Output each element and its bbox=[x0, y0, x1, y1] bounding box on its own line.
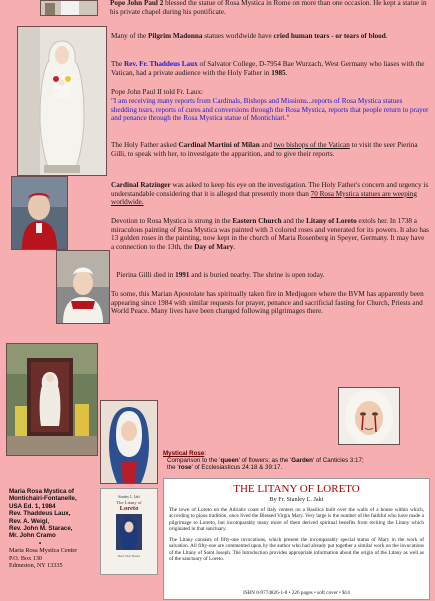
mystical-rose-line1 bbox=[163, 457, 428, 464]
two-bishops-link[interactable]: two bishops of the Vatican bbox=[273, 141, 350, 149]
day-of-mary: Day of Mary bbox=[194, 242, 234, 251]
top-left-image bbox=[40, 0, 98, 16]
para-devotion-end: . bbox=[233, 242, 236, 251]
pope-photo-fragment bbox=[41, 1, 97, 15]
para-pilgrim-end: . bbox=[385, 32, 388, 40]
litany-para1: The town of Loreto on the Adriatic coast of Italy centers on a Basilica built over the walls of a house within which, according to pious tradition, once lived the Blessed Virgin Mary. Very large is the number of the faithful who have made a pilgrimage to Loretto, but incomparably many more of them derived spiritual benefits from reciting the Litany which originated in that sanctuary. bbox=[169, 507, 424, 532]
para-laux-end: . bbox=[285, 68, 288, 77]
pilgrim-madonna: Pilgrim Madonna bbox=[147, 32, 203, 40]
litany-book-box bbox=[163, 478, 430, 600]
para-ratzinger-mid: was asked to keep his eye on the investigation. The Holy Father's concern and urgency is understandable considering that it is alleged that presently more than bbox=[111, 181, 429, 198]
para-top bbox=[110, 0, 428, 16]
para-pilgrim-pre: Many of the bbox=[111, 32, 148, 40]
para-quote bbox=[111, 97, 429, 123]
pope-told-text: Pope John Paul II told Fr. Laux: bbox=[111, 88, 204, 96]
rose-rose: rose bbox=[178, 464, 192, 472]
para-devotion bbox=[111, 217, 429, 251]
eastern-church: Eastern Church bbox=[232, 217, 282, 225]
mystical-rose-colon: : bbox=[204, 450, 207, 457]
credit-line: Mr. John Cramo bbox=[9, 532, 56, 540]
para-pilgrim bbox=[111, 32, 429, 41]
credit-line: Rev. John M. Starace, bbox=[9, 525, 73, 533]
para-devotion-mid2: extols her. In 1738 a miraculous painting of Rosa Mystica was painted with 3 colored roses and venerated for its powers. It also has 13 golden roses in the painting, now kept in the church of Maria Rosenberg in Speyer, Germany. It may have a connection to the 13th, the bbox=[111, 217, 429, 251]
address-block bbox=[9, 547, 101, 569]
para-pierina-end: and is buried nearby. The shrine is open today. bbox=[189, 271, 325, 279]
book-cover-author: Stanley L. Jaki bbox=[118, 495, 140, 499]
mystical-rose-term-line bbox=[163, 450, 428, 457]
rose-line1-end: ' of Canticles 3:17; bbox=[312, 457, 364, 465]
para-laux bbox=[111, 60, 429, 77]
year-1985: 1985 bbox=[271, 68, 286, 77]
grave-shrine-photo bbox=[6, 343, 98, 456]
mystical-rose-caption bbox=[163, 450, 428, 472]
para-devotion-mid: and the bbox=[281, 217, 307, 225]
mystical-rose-link[interactable]: Mystical Rose bbox=[163, 450, 205, 457]
cardinal-ratzinger: Cardinal Ratzinger bbox=[111, 181, 171, 189]
credit-line: Montichairi-Fontanelle, bbox=[9, 495, 77, 503]
weeping-statue-face-photo bbox=[338, 387, 400, 445]
book-cover-title-line2: Loreto bbox=[119, 505, 139, 513]
pope-portrait-photo bbox=[56, 250, 110, 324]
para-pierina-pre: Pierina Gilli died in bbox=[111, 271, 176, 279]
bullet-separator: • bbox=[39, 539, 42, 547]
apostolate-text: To some, this Marian Apostolate has spiritually taken fire in Medjugore where the BVM has apparently been appearing since 1984 with similar requests for prayer, penance and sacrificial fasting for Church, Priests and World Peace. Many lives have been changed following pilgrimages there. bbox=[111, 290, 424, 316]
para-apostolate bbox=[111, 290, 429, 316]
rose-line2-pre: the ' bbox=[167, 464, 179, 472]
statues-weeping-link[interactable]: 70 Rosa Mystica statues are weeping worldwide. bbox=[111, 189, 417, 207]
mystical-rose-line2 bbox=[163, 464, 428, 471]
book-cover[interactable] bbox=[100, 488, 158, 575]
credit-line: USA Ed. 1, 1984 bbox=[9, 502, 56, 510]
year-1991: 1991 bbox=[175, 271, 190, 279]
rosa-mystica-statue-photo bbox=[17, 26, 107, 176]
cardinal-martini: Cardinal Martini of Milan bbox=[178, 141, 260, 149]
para-pilgrim-mid: statues worldwide have bbox=[202, 32, 274, 40]
credit-line: Rev. A. Weigl, bbox=[9, 517, 50, 525]
litany-title: THE LITANY OF LORETO bbox=[233, 483, 360, 495]
rose-garden: Garden bbox=[291, 457, 313, 465]
credit-line: Rev. Thaddeus Laux, bbox=[9, 510, 71, 518]
litany-para2: The Litany consists of fifty-one invocations, which present the incomparably special status of Mary in the work of salvation. All fifty-one are commented upon by the author who had already put together a similar work on the invocations of the Litany of Saint Joseph. The Introduction provides appropriate information about the origin of the Litany as well as of the sanctuary of Loreto. bbox=[169, 537, 424, 563]
address-line: P.O. Box 130 bbox=[9, 554, 43, 562]
book-cover-madonna-image bbox=[116, 514, 142, 550]
rose-line2-end: ' of Ecclesiasticus 24:18 & 39:17. bbox=[191, 464, 283, 472]
book-cover-title-line1: The Litany of bbox=[116, 500, 142, 505]
cardinal-ratzinger-photo bbox=[11, 176, 68, 250]
address-line: Maria Rosa Mystica Center bbox=[9, 547, 78, 555]
rose-line1-mid: ' of flowers; as the ' bbox=[238, 457, 292, 465]
litany-of-loreto: Litany of Loreto bbox=[306, 217, 357, 225]
para-laux-pre: The bbox=[111, 60, 124, 68]
rose-queen: queen bbox=[220, 457, 239, 465]
para-pope-told bbox=[111, 88, 429, 97]
pope-john-paul-name: Pope John Paul 2 bbox=[110, 0, 164, 7]
credit-line: Maria Rosa Mystica of bbox=[9, 488, 74, 495]
para-pierina bbox=[111, 271, 429, 280]
address-line: Edmeston, NY 13335 bbox=[9, 562, 63, 570]
para-martini-pre: The Holy Father asked bbox=[111, 141, 179, 149]
para-top-text: blessed the statue of Rosa Mystica in Rome on more than one occasion. He kept a statue in his private chapel during his pontificate. bbox=[110, 0, 427, 16]
litany-byline: By Fr. Stanley L. Jaki bbox=[269, 496, 324, 503]
para-laux-mid: of Salvator College, D-7954 Bae Wurzach, West Germany who liases with the Vatican, had a private audience with the Holy Father in bbox=[111, 60, 425, 77]
para-ratzinger bbox=[111, 181, 429, 207]
quote-text: "I am receiving many reports from Cardinals, Bishops and Missions...reports of Rosa Mystica statues shedding tears, reports of cures and conversions through the Rosa Mystica, reports that people return to prayer and penance through the Rosa Mystica statue of Montichiari." bbox=[111, 97, 429, 123]
rose-line1-pre: Comparison to the ' bbox=[167, 457, 221, 465]
book-cover-publisher: Real View Books bbox=[117, 554, 141, 559]
litany-isbn: ISBN 0-9774826-1-8 • 226 pages • soft cover • $14 bbox=[243, 590, 350, 596]
cried-tears: cried human tears - or tears of blood bbox=[273, 32, 386, 40]
laux-link[interactable]: Rev. Fr. Thaddeus Laux bbox=[123, 60, 198, 68]
para-devotion-pre: Devotion to Rosa Mystica is strong in the bbox=[111, 217, 233, 225]
para-martini-end: to visit the seer Pierina Gilli, to speak with her, to investigate the apparition, and to give their reports. bbox=[111, 141, 418, 158]
para-martini bbox=[111, 141, 429, 158]
para-martini-mid: and bbox=[259, 141, 274, 149]
footer-credits bbox=[9, 488, 101, 569]
madonna-painting-photo bbox=[100, 400, 158, 484]
